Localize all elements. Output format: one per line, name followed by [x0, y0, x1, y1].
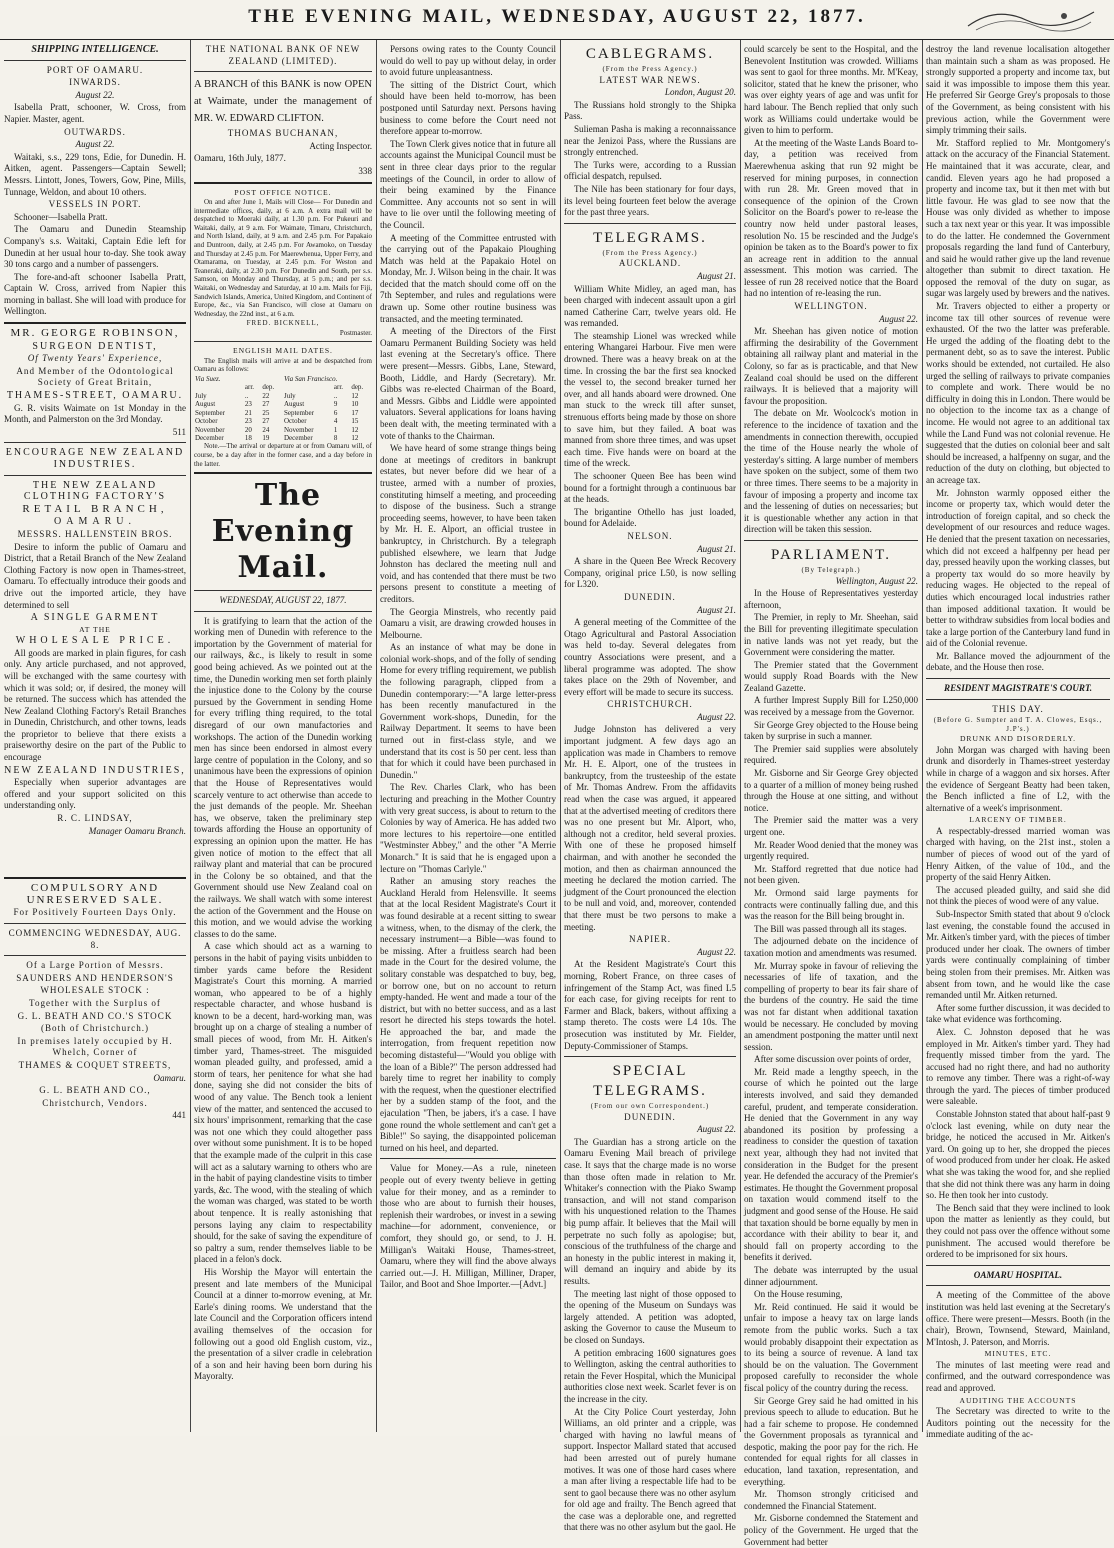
table-cell: 19 — [262, 433, 270, 442]
news-paragraph: Mr. Reid made a lengthy speech, in the course of which he pointed out the large interests involved, and said they demanded careful, prudent, and temperate consideration. He denied that the Government in any way abandoned its position by professing a readiness to consider the question of taxation next year, although they had not invited that consideration in the Budget for the present year. He defended the accuracy of the Premier's estimates. He thought the Government proposal on taxation would commend itself to the judgment and good sense of the House. He said that taxation should be borne equally by men in accordance with their ability to bear it, and should fall on property according to the benefits it derived. — [744, 1066, 918, 1263]
table-cell: 27 — [262, 400, 270, 409]
via-sf-header: Via San Francisco. — [283, 375, 338, 384]
news-paragraph: Mr. Reader Wood denied that the money was urgently required. — [744, 839, 918, 862]
column-rule — [190, 40, 191, 1432]
news-paragraph: John Morgan was charged with having been drunk and disorderly in Thames-street yesterday while in charge of a waggon and six horses. After the evidence of Sergeant Beatty had been taken, the Bench inflicted a fine of L2, with the alternative of a week's imprisonment. — [926, 744, 1110, 813]
outwards-heading: OUTWARDS. — [64, 126, 126, 137]
news-paragraph: On the House resuming, — [754, 1289, 843, 1300]
ad-lindsay: R. C. LINDSAY, — [57, 813, 133, 824]
vessels-text: Schooner—Isabella Pratt. — [14, 211, 108, 222]
postmaster: FRED. BICKNELL, — [246, 319, 320, 328]
table-cell: 18 — [244, 433, 252, 442]
ad-together: Together with the Surplus of — [29, 997, 161, 1008]
ad-robinson-member: And Member of the Odontological Society of Great Britain, — [16, 365, 174, 388]
parliament-heading: PARLIAMENT. — [771, 546, 891, 563]
bank-text: A BRANCH of this BANK is now OPEN at Waimate, under the management of MR. W. EDWARD CLIFTON. — [194, 79, 372, 125]
inwards-text: Isabella Pratt, schooner, W. Cross, from Napier. Master, agent. — [4, 102, 186, 124]
table-cell: August — [283, 400, 305, 409]
news-paragraph: Sub-Inspector Smith stated that about 9 o'clock last evening, the constable found the accused in Mr. Aitken's timber yard, with the pieces of timber produced under her cloak. The owners of timber yards were continually complaining of timber being stolen from their premises. Mr. Aitken was absent from town, and he would like the case remanded until Mr. Aitken returned. — [926, 908, 1110, 1001]
mail-dates-table — [194, 375, 372, 442]
dateline: August 22. — [879, 313, 918, 324]
bank-signatory: THOMAS BUCHANAN, — [227, 128, 339, 139]
table-cell: October — [283, 417, 307, 426]
news-paragraph: Judge Johnston has delivered a very important judgment. A few days ago an application was made in Chambers to remove Mr. H. E. Alport, one of the trustees in bankruptcy, from the trusteeship of the estate of Mr. Thomas Andrew. From the affidavits read when the case was argued, it appeared that at the advertised meeting of creditors there was no one present but Mr. Alport, who, although not a creditor, held several proxies. With one of these he proposed himself chairman, and with another he seconded the motion, and then as chairman announced the meeting he declared the motion carried. The judgment of the Court pronounced the election to be null and void, and, moreover, contended that there must be two persons to make a meeting. — [564, 724, 736, 932]
column-rule — [922, 40, 923, 1432]
news-paragraph: The sitting of the District Court, which should have been held to-morrow, has been postponed until Saturday next. Persons having business to come before the Court need not therefore appear to-morrow. — [380, 79, 556, 137]
news-paragraph: The brigantine Othello has just loaded, bound for Adelaide. — [564, 506, 736, 529]
outwards-text: Waitaki, s.s., 229 tons, Edie, for Dunedin. H. Aitken, agent. Passengers—Captain Sewell; Messrs. Lintott, Jones, Towers, Gow, Pine, Mills, Tunnage, Weldon, and about 10 others. — [4, 151, 186, 197]
news-paragraph: A meeting of the Committee entrusted with the carrying out of the Papakaio Ploughing Match was held at the Papakaio Hotel on Monday, Mr. J. Wilson being in the chair. It was decided that the match should come off on the 7th September, and rules and regulations were drawn up. Some other routine business was transacted, and the meeting terminated. — [380, 232, 556, 324]
table-cell: .. — [244, 391, 249, 400]
news-paragraph: The Bench said that they were inclined to look upon the matter as leniently as they could, but they could not pass over the offence without some punishment. The accused would therefore be ordered to be imprisoned for six hours. — [926, 1202, 1110, 1260]
cablegrams-source: (From the Press Agency.) — [602, 65, 698, 73]
news-paragraph: A petition embracing 1600 signatures goes to Wellington, asking the central authorities to retain the Fever Hospital, which the Municipal authorities close next week. Scarlet fever is on the increase in the city. — [564, 1347, 736, 1404]
place-heading: CHRISTCHURCH. — [607, 699, 693, 710]
ad-robinson-address: THAMES-STREET, OAMARU. — [6, 390, 184, 402]
table-cell: 23 — [244, 400, 252, 409]
ad-beath-vendor: G. L. BEATH AND CO., — [39, 1085, 151, 1096]
section-heading: AUDITING THE ACCOUNTS — [959, 1395, 1077, 1405]
ad-lindsay-title: Manager Oamaru Branch. — [88, 825, 186, 836]
table-cell: 22 — [262, 391, 270, 400]
special-telegrams-heading: SPECIAL TELEGRAMS. — [593, 1063, 707, 1100]
news-paragraph: The debate on Mr. Woolcock's motion in reference to the incidence of taxation and the amendments in connection therewith, occupied the time of the House nearly the whole of yesterday's sitting. A large number of members have spoken on the subject, some of them two or three times. There seems to be a majority in favour of imposing a property and income tax and the lessening of duties on necessaries; but it is questionable whether any action in that direction will be taken this session. — [744, 408, 918, 535]
column-1 — [4, 44, 186, 1430]
advertisement-paragraph: Value for Money.—As a rule, nineteen people out of every twenty believe in getting value for their money, and as a reminder to those who are about to furnish their houses, replenish their wardrobes, or invest in a sewing machine—for adornment, convenience, or comfort, they should go, or send, to J. H. Milligan's Waitaki House, Thames-street, Oamaru, where they will find the above always carried out.—J. H. Milligan, Milliner, Draper, Tailor, and Boot and Shoe Importer.—[Advt.] — [380, 1163, 556, 1290]
news-paragraph: Sir George Grey objected to the House being taken by surprise in such a manner. — [744, 719, 918, 742]
table-cell: September — [195, 408, 225, 417]
table-cell: 6 — [333, 408, 338, 417]
news-paragraph: Alex. C. Johnston deposed that he was employed in Mr. Aitken's timber yard. They had frequently missed timber from the yard. The accused had no right there, and had no authority to remove any timber. There was a right-of-way through the yard. The pieces of timber produced were saleable. — [926, 1026, 1110, 1107]
ad-christchurch: (Both of Christchurch.) — [40, 1023, 150, 1034]
table-row — [194, 409, 372, 417]
table-cell: .. — [333, 391, 338, 400]
bank-date: Oamaru, 16th July, 1877. — [194, 153, 286, 164]
table-cell: 27 — [262, 417, 270, 426]
outwards-date: August 22. — [75, 139, 115, 150]
mail-table-note: Note.—The arrival or departure at or from Oamaru will, of course, be a day after in the former case, and a day before in the latter. — [194, 442, 372, 468]
column-2 — [194, 44, 372, 1430]
court-bench: (Before G. Sumpter and T. A. Clowes, Esqs., J.P's.) — [933, 716, 1103, 733]
news-paragraph: The Russians hold strongly to the Shipka Pass. — [564, 99, 736, 122]
table-header: dep. — [351, 383, 364, 392]
ad-robinson-name: MR. GEORGE ROBINSON, — [10, 327, 180, 340]
news-paragraph: Mr. Johnston warmly opposed either the income or property tax, which would deter the introduction of foreign capital, and so check the development of our resources and reduce wages. He denied that the present taxation on necessaries, which did not exceed a halfpenny per head per day, pressed heavily upon the working classes, but a property tax would do so more heavily by reducing wages. He objected to the repeal of duties which encouraged local industries rather than imposed additional taxation. It would be better to withdraw subsidies from local bodies and take a large portion of the Canterbury land fund in aid of the Colonial revenue. — [926, 487, 1110, 649]
shipping-news: The fore-and-aft schooner Isabella Pratt, Captain W. Cross, arrived from Napier this morning in ballast. She will load with produce for Wellington. — [4, 271, 186, 317]
news-paragraph: The accused pleaded guilty, and said she did not think the pieces of wood were of any value. — [926, 884, 1110, 907]
ad-fourteen-days: For Positively Fourteen Days Only. — [13, 907, 177, 918]
case-heading: LARCENY OF TIMBER. — [969, 815, 1067, 825]
ad-wholesale-price: WHOLESALE PRICE. — [15, 635, 175, 647]
news-paragraph: William White Midley, an aged man, has been charged with indecent assault upon a girl named Catherine Carr, twelve years old. He was remanded. — [564, 283, 736, 329]
ad-oamaru: Oamaru. — [153, 1072, 186, 1083]
ad-nz-industries: NEW ZEALAND INDUSTRIES, — [4, 764, 186, 776]
table-cell: August — [195, 400, 216, 409]
ad-robinson-experience: Of Twenty Years' Experience, — [27, 353, 163, 364]
news-paragraph: Sir George Grey said he had omitted in his previous speech to allude to education. But he had a fair scheme to propose. He condemned the Government proposals as tyrannical and despotic, making the poor pay for the rich. He contended for equal rights for all classes in education, land taxation, representation, and everything. — [744, 1395, 918, 1487]
news-paragraph: Persons owing rates to the County Council would do well to pay up without delay, in order to avoid future unpleasantness. — [380, 44, 556, 78]
news-paragraph: The schooner Queen Bee has been wind bound for a fortnight through a continuous bar at the heads. — [564, 471, 736, 505]
dateline: August 21. — [697, 604, 736, 615]
table-cell: 1 — [333, 425, 338, 434]
table-header: arr. — [333, 383, 344, 392]
news-paragraph: A general meeting of the Committee of the Otago Agricultural and Pastoral Association was held to-day. Several delegates from country Associations were present, and a liberal programme was adopted. The show takes place on the 29th of November, and every effort will be made to secure its success. — [564, 617, 736, 697]
case-heading: DRUNK AND DISORDERLY. — [959, 734, 1077, 744]
news-paragraph: After some discussion over points of order, — [754, 1054, 911, 1065]
news-paragraph: The adjourned debate on the incidence of taxation motion and amendments was resumed. — [744, 936, 918, 958]
leader-paragraph: It is gratifying to learn that the action of the working men of Dunedin with reference to the importation by the Government of material for our railways, &c., is likely to result in some good being achieved. As we pointed out at the time, the Dunedin working men set forth plainly the injustice done to the Colony by the course pursued by the Government in sending Home for every trifling thing required, to the total disregard of our own manufactories and workshops. The action of the Dunedin working men has since been endorsed in almost every large centre of population in the Colony, and so unanimous have been the expressions of opinion that the House of Representatives would scarcely venture to act otherwise than accede to the just demands of the people. Mr. Sheehan has, we observe, taken the preliminary step towards affording the House an opportunity of expressing an opinion upon the matter. He has given notice of motion to the effect that all railway plant and material that can be procured in the Colony be so obtained, and that the Government should use New Zealand coal on the railways. We shall watch with some interest the action of the Government and the House on this motion, and we would advise the working classes to do the same. — [194, 615, 372, 939]
news-paragraph: The debate was interrupted by the usual dinner adjournment. — [744, 1264, 918, 1287]
table-cell: 23 — [244, 417, 252, 426]
news-paragraph: The Premier said the matter was a very urgent one. — [744, 815, 918, 837]
column-4 — [564, 44, 736, 1533]
shipping-news: The Oamaru and Dunedin Steamship Company's s.s. Waitaki, Captain Edie left for Dunedin at her usual hour to-day. She took away 30 tons cargo and a number of passengers. — [4, 224, 186, 270]
section-heading: MINUTES, ETC. — [984, 1349, 1052, 1359]
news-paragraph: Mr. Stafford regretted that due notice had not been given. — [744, 863, 918, 886]
masthead — [0, 0, 1114, 40]
column-rule — [560, 40, 561, 1432]
vessels-heading: VESSELS IN PORT. — [48, 199, 142, 210]
table-cell: 15 — [351, 417, 359, 426]
ad-saunders: SAUNDERS AND HENDERSON'S — [16, 972, 174, 983]
news-paragraph: The Guardian has a strong article on the Oamaru Evening Mail breach of privilege case. It says that the charge made is no worse than those often made in relation to Mr. Whitaker's connection with the Piako Swamp transaction, and will not stand comparison with his unquestioned relation to the Thames big pump affair. It believes that the Mail will perpetrate no such folly as apologise; but, conscious of the truthfulness of the charge and an honesty in the public interest in making it, will demand an inquiry and abide by its results. — [564, 1136, 736, 1286]
ad-single-garment: A SINGLE GARMENT — [30, 612, 160, 624]
english-mail-heading: ENGLISH MAIL DATES. — [233, 346, 333, 356]
news-paragraph: Rather an amusing story reaches the Auckland Herald from Helensville. It seems that at the local Resident Magistrate's Court it was found desirable at a recent sitting to swear a witness, when, to the dismay of the clerk, the necessary instrument—a Bible—was found to be missing. After a fruitless search had been made in the Court for the desired volume, the solitary constable was despatched to buy, beg, or borrow one, but on no account to return empty-handed. He went and made a tour of the district, but with no better success, and as a last resort he directed his steps towards the hotel. He approached the bar, and made the interrogation, from frequent repetition now becoming distasteful—"Would you oblige with the loan of a Bible?" The person addressed had barely time to regret her inability to comply with the request, when the questioner electrified her by a sudden stamp of the foot, and the ejaculation "Then, be jabers, it's a case. I have gone round the whole settlement and can't get a Bible!" So saying, the disappointed policeman turned on his heel, and departed. — [380, 876, 556, 1153]
table-row — [194, 434, 372, 442]
table-cell: 21 — [244, 408, 252, 417]
ad-clothing-branch: RETAIL BRANCH, — [22, 502, 168, 515]
news-paragraph: Mr. Gisborne condemned the Statement and policy of the Government. He urged that the Government had better — [744, 1513, 918, 1547]
dateline: August 21. — [697, 270, 736, 281]
war-news-heading: LATEST WAR NEWS. — [599, 74, 701, 85]
news-paragraph: The minutes of last meeting were read and confirmed, and the outward correspondence was read and approved. — [926, 1359, 1110, 1393]
paper-date: WEDNESDAY, AUGUST 22, 1877. — [219, 595, 347, 606]
table-row — [194, 426, 372, 434]
inwards-heading: INWARDS. — [69, 77, 121, 88]
news-paragraph: The Premier, in reply to Mr. Sheehan, said the Bill for preventing illegitimate speculation in native lands was not yet ready, but the Government were considering the matter. — [744, 612, 918, 658]
via-suez-header: Via Suez. — [195, 375, 221, 384]
ad-premises: In premises lately occupied by H. Whelch, Corner of — [17, 1035, 173, 1058]
news-paragraph: After some further discussion, it was decided to take what evidence was forthcoming. — [926, 1002, 1110, 1025]
news-paragraph: Constable Johnston stated that about half-past 9 o'clock last evening, while on duty near the bridge, he noticed the accused in Mr. Aitken's yard. On going up to her, she dropped the pieces of wood produced from under her cloak. He asked what she was taking the wood for, and she replied that she did not think there was any harm in doing so. He then took her into custody. — [926, 1109, 1110, 1201]
news-paragraph: The meeting last night of those opposed to the opening of the Museum on Sundays was largely attended. A petition was adopted, asking the Governor to cause the Museum to be closed on Sundays. — [564, 1288, 736, 1345]
news-paragraph: Mr. Ormond said large payments for contracts were continually falling due, and this was the reason for the Bill being brought in. — [744, 887, 918, 922]
parliament-source: (By Telegraph.) — [801, 565, 861, 574]
place-heading: AUCKLAND. — [618, 258, 682, 269]
post-office-heading: POST OFFICE NOTICE. — [234, 187, 332, 197]
news-paragraph: A further Imprest Supply Bill for L250,000 was received by a message from the Governor. — [744, 695, 918, 718]
news-paragraph: Sulieman Pasha is making a reconnaissance near the Jenizoi Pass, where the Russians are strongly entrenched. — [564, 123, 736, 158]
dateline: August 22. — [697, 711, 736, 722]
news-paragraph: Mr. Gisborne and Sir George Grey objected to a quarter of a million of money being rushed through the House at one sitting, and without notice. — [744, 768, 918, 813]
port-heading: PORT OF OAMARU. — [46, 64, 144, 75]
table-cell: 25 — [262, 408, 270, 417]
hospital-heading: OAMARU HOSPITAL. — [973, 1269, 1063, 1280]
ad-encourage-heading: ENCOURAGE NEW ZEALAND INDUSTRIES. — [5, 447, 185, 470]
ad-corner: THAMES & COQUET STREETS, — [18, 1059, 172, 1070]
dateline: Wellington, August 22. — [835, 575, 918, 586]
dateline: August 22. — [697, 946, 736, 957]
ad-clothing-town: OAMARU. — [54, 516, 136, 528]
ad-hallenstein: MESSRS. HALLENSTEIN BROS. — [17, 528, 173, 539]
news-paragraph: At the Resident Magistrate's Court this morning, Robert France, on three cases of infringement of the Stamp Act, was fined L5 for each case, for giving receipts for rent to Farmer and Black, bakers, without affixing a stamp thereto. The costs were L4 10s. The prosecution was instituted by Mr. Fielder, Deputy-Commissioner of Stamps. — [564, 959, 736, 1051]
leader-paragraph: A case which should act as a warning to persons in the habit of paying visits unbidden to timber yards came before the Resident Magistrate's Court this morning. A married woman, who appeared to be of a highly respectable character, and whose husband is known to be a decent, hard-working man, was brought up on a charge of stealing a number of small pieces of wood, from Mr. H. Aitken's timber yard, Thames-street. The misguided woman pleaded guilty, and professed, amid a storm of tears, her penitence for what she had done, saying she did not consider the bits of wood of any value. The Bench took a lenient view of the matter, and sentenced the accused to six hours' imprisonment, remarking that the case was not one which they could altogether pass over without some punishment. It is to be hoped that the example made of the culprit in this case will act as a salutary warning to others who are in the habit of paying clandestine visits to timber yards, &c. The wood, with the stealing of which the woman was charged, was stated to be worth about tenpence. It is really astonishing that persons laying any claim to respectability should, for the sake of saving the expenditure of so paltry a sum, render themselves liable to be placed in a felon's dock. — [194, 941, 372, 1265]
news-paragraph: A respectably-dressed married woman was charged with having, on the 21st inst., stolen a number of pieces of wood out of the yard of Henry Aitken, of the value of 10d., and the property of the said Henry Aitken. — [926, 825, 1110, 883]
news-paragraph: The Premier said supplies were absolutely required. — [744, 743, 918, 766]
table-cell: September — [283, 408, 314, 417]
news-paragraph: We have heard of some strange things being done at meetings of creditors in bankrupt estates, but never before did we hear of a trustee, armed with a number of proxies, constituting himself a meeting, and proceeding to dispose of the business. Such a strange proceeding seems, however, to have been taken by Mr. H. E. Alport, an official trustee in bankruptcy, in Christchurch. By a telegraph published elsewhere, we learn that Judge Johnston has declared the meeting null and void, and has contended that there must be two persons present to constitute a meeting of creditors. — [380, 443, 556, 604]
ad-at-the: AT THE — [79, 624, 111, 634]
telegrams-heading: TELEGRAMS. — [593, 229, 707, 246]
special-telegrams-source: (From our own Correspondent.) — [590, 1102, 710, 1111]
ad-wholesale-stock: WHOLESALE STOCK : — [40, 985, 150, 996]
news-paragraph: At the meeting of the Waste Lands Board to-day, a petition was received from Maerewhenua asking that run 92 might be reserved for mining purposes, in connection with run 28. Mr. Green moved that in consequence of the opinion of the Crown Solicitor on the Board's power to re-lease the country now held under pastoral leases, resolution No. 15 be rescinded and the Judge's opinion be taken as to the Board's power to fix an acreage rent in addition to the annual assessment. This motion was carried. The lessee of run 28 received notice that the Board had no intention of re-leasing the run. — [744, 137, 918, 299]
table-header: arr. — [244, 383, 255, 392]
ad-goods-text: All goods are marked in plain figures, for cash only. Any article purchased, and not approved, will be exchanged with the same courtesy with which it was sold; or, if desired, the money will be returned. The success which has attended the New Zealand Clothing Factory's Retail Branches in Dunedin, Christchurch, and other towns, leads the proprietor to believe that there exists a praiseworthy desire on the part of the Public to encourage — [4, 647, 186, 763]
ad-portion: Of a Large Portion of Messrs. — [26, 960, 164, 971]
table-cell: 4 — [333, 417, 338, 426]
masthead-flourish-icon — [966, 4, 1096, 34]
place-heading: NELSON. — [627, 530, 673, 541]
place-heading: DUNEDIN. — [624, 1111, 676, 1122]
ad-clothing-heading: THE NEW ZEALAND CLOTHING FACTORY'S — [23, 479, 167, 503]
news-paragraph: As an instance of what may be done in colonial work-shops, and of the folly of sending Home for every trifling requirement, we publish the following paragraph, clipped from a Dunedin contemporary:—"A large letter-press has been recently manufactured in the Government work-shops, Dunedin, for the Railway Department. It seems to have been turned out in first-class style, and we understand that its cost is 50 per cent. less than that for which it could have been purchased in Dunedin." — [380, 642, 556, 780]
news-paragraph: At the City Police Court yesterday, John Williams, an old printer and a cripple, was charged with having no lawful means of support. Inspector Mallard stated that accused had been arrested out of purely humane motives. It was one of those hard cases where a man after living a respectable life had to be sent to gaol because there was no other asylum for old age and frailty. The Bench agreed that the case was a deplorable one, and regretted that there was no other asylum but the gaol. He — [564, 1406, 736, 1533]
english-mail-text: The English mails will arrive at and be despatched from Oamaru as follows: — [194, 356, 372, 374]
news-paragraph: A share in the Queen Bee Wreck Recovery Company, original price L50, is now selling for L320. — [564, 556, 736, 590]
table-header — [283, 383, 333, 391]
news-paragraph: A meeting of the Committee of the above institution was held last evening at the Secretary's office. There were present—Messrs. Booth (in the chair), Brown, Townsend, Steward, Mainland, M'Intosh, J. Paterson, and Morris. — [926, 1290, 1110, 1347]
ad-compulsory-sale: COMPULSORY AND UNRESERVED SALE. — [26, 882, 164, 906]
ad-number: 511 — [172, 426, 186, 437]
table-cell: 8 — [333, 433, 338, 442]
news-paragraph: The Turks were, according to a Russian official despatch, repulsed. — [564, 159, 736, 182]
table-cell: December — [195, 433, 224, 442]
news-paragraph: Mr. Thomson strongly criticised and condemned the Financial Statement. — [744, 1489, 918, 1511]
ad-robinson-title: SURGEON DENTIST, — [32, 340, 158, 352]
cablegrams-heading: CABLEGRAMS. — [585, 46, 715, 62]
ad-number: 441 — [172, 1110, 186, 1121]
bank-heading: THE NATIONAL BANK OF NEW ZEALAND (LIMITED). — [205, 44, 361, 66]
table-header — [194, 383, 244, 391]
news-paragraph: The steamship Lionel was wrecked while entering Whangarei Harbour. Five men were drowned. There was a heavy break on at the time. In crossing the bar the first sea knocked the vessel to, the second breaker turned her over, and all hands aboard were drowned. One man stuck to the wreck till after sunset, strenuous efforts being made by those on shore to save him, but they failed. A boat was manned from shore three times, and was upset each time. Five hands were on board at the time of the wreck. — [564, 330, 736, 469]
table-row — [194, 417, 372, 425]
place-heading: NAPIER. — [628, 934, 672, 945]
bank-signatory-title: Acting Inspector. — [309, 140, 372, 151]
column-rule — [740, 40, 741, 1432]
news-paragraph: Mr. Stafford replied to Mr. Montgomery's attack on the accuracy of the Financial Statement. He maintained that it was accurate, clear, and candid. Eleven years ago he had proposed a property and income tax, but it then met with but little favour. He was glad to see now that the House was only divided as whether to impose such a tax next year or this year. It was impossible to do the latter. He condemned the Government proposals regarding the land fund of Canterbury, and said he would rather give up the land revenue altogether than submit to direct taxation. He opposed the removal of the duty on sugar, as sugar was largely used by brewers and the natives. — [926, 137, 1110, 299]
court-heading: RESIDENT MAGISTRATE'S COURT. — [944, 683, 1092, 694]
column-5 — [744, 44, 918, 1547]
ad-nzi-text: Especially when superior advantages are offered and your support solicited on this understanding only. — [4, 777, 186, 811]
ad-commencing: COMMENCING WEDNESDAY, AUG. 8. — [8, 928, 182, 950]
news-paragraph: The Rev. Charles Clark, who has been lecturing and preaching in the Mother Country with very great success, is about to return to the Colonies by way of America. He has added two more lectures to his repertoire—one entitled "Westminster Abbey," and the other "A Merrie Monarch." It is said that he is engaged upon a lecture on "Thomas Carlyle." — [380, 782, 556, 874]
post-office-text: On and after June 1, Mails will Close— For Dunedin and intermediate offices, daily, at 6 a.m. A extra mail will be despatched to Moeraki daily, at 1.30 p.m. For Pukeuri and Waitaki, daily, at 9 a.m. For Waimate, Timaru, Christchurch, and North Island, daily, at 9 a.m. and 2.45 p.m. For Papakaio and Duntroon, daily, at 2.45 p.m. For Awamoko, on Tuesday and Thursday at 2.45 p.m. For Maerewhenua, Upper Ferry, and Otamarama, on Tuesday, at 2.45 p.m. For Weston and Teaneraki, daily, at 2.30 p.m. For Dunedin and South, per s.s. Samson, on Monday and Thursday, at 5 p.m.; and per s.s. Waitaki, on Wednesday and Saturday, at 10 a.m. Mails for Fiji, Sandwich Islands, America, United Kingdom, and Continent of Europe, &c., via San Francisco, will close at Oamaru on Wednesday, the 22nd inst., at 6 a.m. — [194, 197, 372, 318]
news-paragraph: Mr. Ballance moved the adjournment of the debate, and the House then rose. — [926, 650, 1110, 673]
paper-title: The Evening Mail. — [211, 478, 355, 586]
leader-paragraph: His Worship the Mayor will entertain the present and late members of the Municipal Council at a dinner to-morrow evening, at Mr. Earle's dining rooms. We understand that the late Council and the Corporation officers intend availing themselves of the occasion for following out a good old English custom, viz., the presentation of a silver cradle in celebration of a son and heir having been born during his Mayoralty. — [194, 1266, 372, 1382]
ad-hallenstein-text: Desire to inform the public of Oamaru and District, that a Retail Branch of the New Zealand Clothing Factory is now open in Thames-street, Oamaru. To effectually introduce their goods and drive out the imported article, they have determined to sell — [4, 541, 186, 610]
ad-number: 338 — [358, 165, 372, 176]
news-paragraph: The Georgia Minstrels, who recently paid Oamaru a visit, are drawing crowded houses in Melbourne. — [380, 606, 556, 640]
table-cell: November — [283, 425, 314, 434]
table-cell: 10 — [351, 400, 359, 409]
news-paragraph: Mr. Travers objected to either a property or income tax till other sources of revenue were exhausted. Of the two the latter was preferable. He urged the adding of the floating debt to the permanent debt, so as to save the interest. Public works should be extended, not curtailed. He also urged the selling of railways to private companies to complete and work. There would be no difficulty in doing this in London. There would be no objection to the income tax as a change of income. He would not agree to an additional tax while the Land Fund was not colonial revenue. He suggested that the duties on colonial beer and salt should be increased, a halfpenny on sugar, and the reduction of the duty on clothing, but objected to an acreage tax. — [926, 301, 1110, 485]
ad-robinson-visits: G. R. visits Waimate on 1st Monday in the Month, and Palmerston on the 3rd Monday. — [4, 402, 186, 425]
shipping-heading: SHIPPING INTELLIGENCE. — [31, 44, 159, 55]
table-cell: 12 — [351, 433, 359, 442]
news-paragraph: The Premier stated that the Government would supply Road Boards with the New Zealand Gazette. — [744, 659, 918, 693]
place-heading: DUNEDIN. — [624, 591, 676, 602]
news-paragraph: Mr. Murray spoke in favour of relieving the necessaries of life of taxation, and the compelling of property to bear its fair share of the burdens of the country. He said the time was not far distant when additional taxation would be necessary. He concluded by moving an amendment postponing the matter until next session. — [744, 960, 918, 1052]
table-cell: 24 — [262, 425, 270, 434]
table-row — [194, 392, 372, 400]
column-3 — [380, 44, 556, 1430]
dateline: August 21. — [697, 543, 736, 554]
news-paragraph: The Nile has been stationary for four days, its level being fourteen feet below the average for the past three years. — [564, 183, 736, 218]
table-cell: 12 — [351, 425, 359, 434]
table-cell: November — [195, 425, 225, 434]
table-cell: July — [195, 391, 207, 400]
news-paragraph: The Secretary was directed to write to the Auditors pointing out the necessity for the immediate auditing of the ac- — [926, 1405, 1110, 1440]
table-header: dep. — [262, 383, 275, 392]
ad-vendors: Christchurch, Vendors. — [42, 1097, 148, 1108]
table-cell: December — [283, 433, 313, 442]
table-row — [194, 400, 372, 408]
table-cell: 9 — [333, 400, 338, 409]
news-paragraph: could scarcely be sent to the Hospital, and the Benevolent Institution was crowded. Williams was sent to gaol for three months. Mr. M'Keay, solicitor, stated that he knew the prisoner, who was over eighty years of age and was unfit for hard labour. The Bench replied that only such work as Williams could undertake would be given to him to perform. — [744, 44, 918, 136]
ad-beath-stock: G. L. BEATH AND CO.'S STOCK — [17, 1010, 173, 1021]
masthead-title: THE EVENING MAIL, WEDNESDAY, AUGUST 22, 1877. — [248, 6, 866, 27]
place-heading: WELLINGTON. — [794, 301, 868, 312]
court-day: THIS DAY. — [992, 703, 1044, 714]
news-paragraph: In the House of Representatives yesterday afternoon, — [744, 588, 918, 610]
table-cell: July — [283, 391, 296, 400]
table-cell: 12 — [351, 391, 359, 400]
table-cell: 20 — [244, 425, 252, 434]
news-paragraph: destroy the land revenue localisation altogether than maintain such a sham as was proposed. He strongly supported a property and income tax, but said it was impossible to impose them this year. He preferred Sir George Grey's proposals to those of the Government, as being consistent with his previous action, while the Government were simply trimming their sails. — [926, 44, 1110, 136]
war-news-date: London, August 20. — [664, 87, 736, 98]
news-paragraph: Mr. Reid continued. He said it would be unfair to impose a heavy tax on large lands remote from the public works. Such a tax would probably disappoint their expectation as to its being a source of revenue. A land tax should be on the valuation. The Government proposed carefully to reconsider the whole fiscal policy of the country during the recess. — [744, 1301, 918, 1393]
news-paragraph: Mr. Sheehan has given notice of motion affirming the desirability of the Government obtaining all railway plant and material in the Colony, so far as is practicable, and that New Zealand coal should be used on the different railways. It is believed that a majority will favour the proposition. — [744, 326, 918, 406]
telegrams-source: (From the Press Agency.) — [602, 248, 698, 257]
table-cell: October — [195, 417, 218, 426]
postmaster-title: Postmaster. — [339, 328, 372, 337]
news-paragraph: A meeting of the Directors of the First Oamaru Permanent Building Society was held last evening at the Secretary's office. There were present—Messrs. Gibbs, Lane, Steward, Booth, Liddle, and Hardy (Secretary). Mr. Gibbs was re-elected Chairman of the Board, and Messrs. Gibbs and Liddle were appointed valuators. Several applications for loans having been dealt with, the meeting terminated with a vote of thanks to the Chairman. — [380, 326, 556, 441]
news-paragraph: The Town Clerk gives notice that in future all accounts against the Municipal Council must be sent in three clear days prior to the regular meetings of the Council, in order to allow of their being examined by the Finance Committee. Any accounts not so sent in will have to lie over until the following meeting of the Council. — [380, 138, 556, 230]
column-rule — [376, 40, 377, 1432]
dateline: August 22. — [697, 1124, 736, 1135]
table-cell: 17 — [351, 408, 359, 417]
column-6 — [926, 44, 1110, 1440]
news-paragraph: The Bill was passed through all its stages. — [754, 923, 907, 934]
inwards-date: August 22. — [75, 89, 115, 100]
